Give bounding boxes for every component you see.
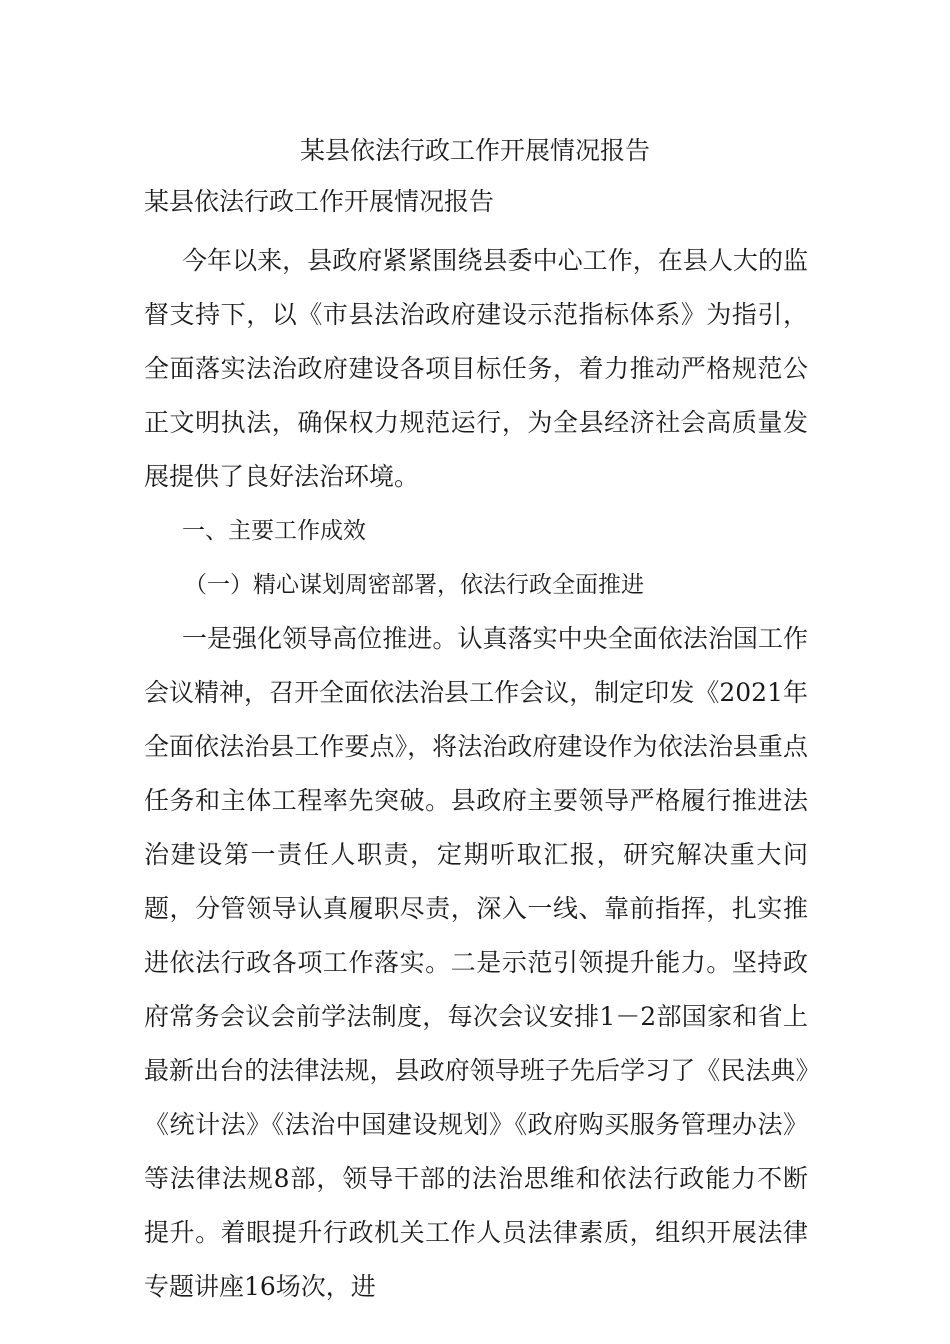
body-paragraph: 一是强化领导高位推进。认真落实中央全面依法治国工作会议精神，召开全面依法治县工作会议，制定印发《2021年全面依法治县工作要点》，将法治政府建设作为依法治县重点任务和主体工程率先突破。县政府主要领导严格履行推进法治建设第一责任人职责，定期听取汇报，研究解决重大问题，分管领导认真履职尽责，深入一线、靠前指挥，扎实推进依法行政各项工作落实。二是示范引领提升能力。坚持政府常务会议会前学法制度，每次会议安排1－2部国家和省上最新出台的法律法规，县政府领导班子先后学习了《民法典》《统计法》《法治中国建设规划》《政府购买服务管理办法》等法律法规8部，领导干部的法治思维和依法行政能力不断提升。着眼提升行政机关工作人员法律素质，组织开展法律专题讲座16场次，进 (144, 624, 808, 1301)
document-title: 某县依法行政工作开展情况报告 (299, 136, 650, 165)
section-heading: 一、主要工作成效 (182, 518, 366, 544)
subsection-heading: （一）精心谋划周密部署，依法行政全面推进 (184, 572, 644, 598)
intro-paragraph: 今年以来，县政府紧紧围绕县委中心工作，在县人大的监督支持下，以《市县法治政府建设示范指标体系》为指引，全面落实法治政府建设各项目标任务，着力推动严格规范公正文明执法，确保权力规范运行，为全县经济社会高质量发展提供了良好法治环境。 (144, 246, 808, 491)
document-subtitle: 某县依法行政工作开展情况报告 (144, 187, 495, 216)
document-body (144, 182, 808, 1314)
